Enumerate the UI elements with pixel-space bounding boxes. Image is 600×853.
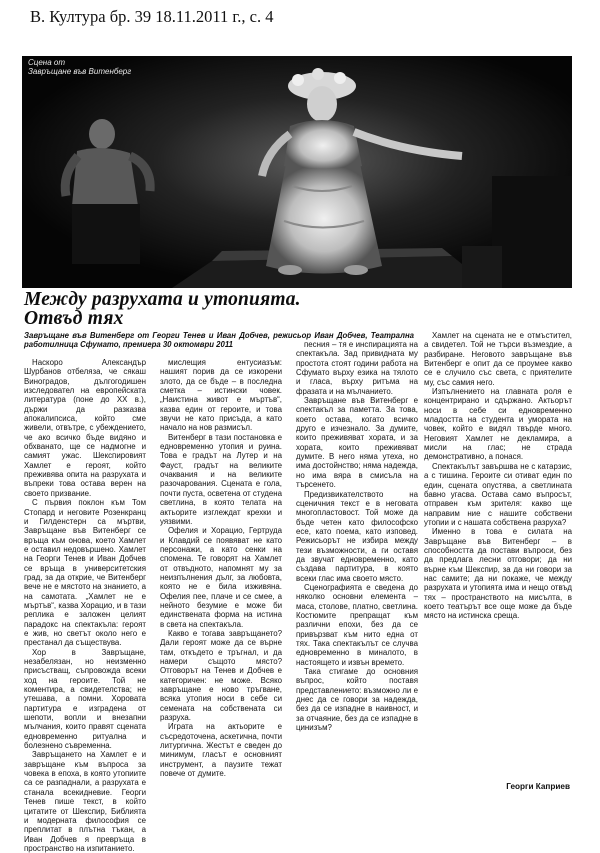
stage-photo [22,56,572,288]
paragraph: Така стигаме до основния въпрос, който поставя представлението: възможно ли е днес да се говори за надежда, без да се изпадне в наивност, и за отчаяние, без да се изпадне в цинизъм? [296,667,418,733]
photo-caption [28,58,131,76]
paragraph: Какво е тогава завръщането? Дали героят може да се върне там, откъдето е тръгнал, и да намери същото място? Отговорът на Тенев и Добчев е категоричен: не може. Всяко завръщане е ново тръгване, всяка утопия носи в себе си семената на собствената си разруха. [160,628,282,723]
article-column-4 [424,331,572,779]
article-lead: Завръщане във Витенберг от Георги Тенев и Иван Добчев, режисьор Иван Добчев, Театрална работилница Сфумато, премиера 30 октомври 2011 [24,331,414,350]
article-column-2 [160,358,282,796]
headline-line-2: Отвъд тях [24,308,124,329]
paragraph: С първия поклон към Том Стопард и неговите Розенкранц и Гилденстерн са мъртви, Завръщане във Витенберг се връща към онова, което Хамлет е оставил недовършено. Хамлет на Георги Тенев и Иван Добчев се връща в университетския град, за да открие, че Витенберг вече не е мястото на знанието, а на самотата. „Хамлет не е мъртъв“, казва Хорацио, и в тази реплика е заложен целият парадокс на спектакъла: героят е жив, но светът около него е престанал да съществува. [24,498,146,648]
paragraph: песния – тя е инспирацията на спектакъла. Зад привидната му простота стоят години работа на Сфумато върху езика на тялото и гласа, върху ритъма на фразата и на мълчанието. [296,340,418,396]
paragraph: Витенберг в тази постановка е едновременно утопия и руина. Това е градът на Лутер и на Фауст, градът на великите очаквания и на великите разочарования. Сцената е гола, почти пуста, осветена от студена светлина, в която телата на актьорите изглеждат крехки и уязвими. [160,432,282,526]
paragraph: Именно в това е силата на Завръщане във Витенберг – в способността да постави въпроси, без да предлага лесни отговори; да ни върне към Шекспир, за да ни говори за нас самите; да ни покаже, че между разрухата и утопията има и нещо отвъд тях – пространството на мисълта, в което театърът все още може да бъде място на истинска среща. [424,527,572,621]
headline-line-1: Между разрухата и утопията. [24,289,301,310]
paragraph: Предизвикателството на сценичния текст е в неговата многопластовост. Той може да бъде четен като философско есе, като поема, като изповед. Режисьорът не избира между тези възможности, а ги оставя да звучат едновременно, като създава партитура, в която всеки глас има своето място. [296,489,418,583]
paragraph: Изпълнението на главната роля е концентрирано и сдържано. Актьорът носи в себе си едновременно младостта на студента и умората на човек, който е видял твърде много. Неговият Хамлет не декламира, а мисли на глас; не страда демонстративно, а понася. [424,387,572,462]
paragraph: Наскоро Александър Шурбанов отбеляза, че сякаш Виноградов, дългогодишен изследовател на европейската литература (поне до ХХ в.), държи да разказва апокалипсиса, който сме живели, отвътре, с убеждението, че ако всичко бъде видяно и обхванато, ще се надмогне и самият ужас. Шекспировият Хамлет е героят, който преживява опита на разрухата и въпреки това остава верен на своето призвание. [24,358,146,498]
paragraph: Спектакълът завършва не с катарзис, а с тишина. Героите си отиват един по един, сцената опустява, а светлината бавно угасва. Остава само въпросът, отправен към зрителя: какво ще направим ние с нашите собствени утопии и с нашата собствена разруха? [424,461,572,527]
stage-photo-illustration [22,56,572,288]
paragraph: Сценографията е сведена до няколко основни елемента – маса, столове, платно, светлина. Костюмите препращат към различни епохи, без да се привързват към нито една от тях. Така спектакълът се случва едновременно в миналото, в настоящето и извън времето. [296,582,418,667]
photo-caption-line: Сцена от [28,58,65,67]
paragraph: Офелия и Хорацио, Гертруда и Клавдий се появяват не като персонажи, а като сенки на спомена. Те говорят на Хамлет от отвъдното, напомнят му за неизпълнения дълг, за любовта, която не е била изживяна. Офелия пее, плаче и се смее, а нейното безумие е може би единствената форма на истина в света на спектакъла. [160,526,282,629]
newspaper-source-line: В. Култура бр. 39 18.11.2011 г., с. 4 [30,7,274,26]
photo-caption-title: Завръщане във Витенберг [28,67,132,76]
paragraph: Завръщане във Витенберг е спектакъл за паметта. За това, което остава, когато всичко друго е изчезнало. За думите, които преживяват хората, и за хората, които преживяват думите. В него няма утеха, но има достойнство; няма надежда, но има вяра в смисъла на търсенето. [296,396,418,490]
paragraph: Хор в Завръщане, незабелязан, но неизменно присъстващ, съпровожда всеки ход на героите. Той не коментира, а свидетелства; не утешава, а помни. Хоровата партитура е изградена от шепоти, вопли и внезапни мълчания, които правят сцената едновременно ритуална и болезнено съвременна. [24,647,146,751]
article-author: Георги Каприев [506,782,570,791]
article-column-3 [296,340,418,768]
article-column-1 [24,358,146,853]
article-headline [24,290,584,328]
paragraph: Хамлет на сцената не е отмъстител, а свидетел. Той не търси възмездие, а разбиране. Неговото завръщане във Витенберг е опит да се проумее какво се е случило със света, с приятелите му, със самия него. [424,331,572,387]
paragraph: Играта на актьорите е съсредоточена, аскетична, почти литургична. Жестът е сведен до минимум, гласът е основният инструмент, а паузите тежат повече от думите. [160,722,282,779]
paragraph: Завръщането на Хамлет е и завръщане към въпроса за човека в епоха, в която утопиите са се разпаднали, а разрухата е станала всекидневие. Георги Тенев пише текст, в който цитатите от Шекспир, Библията и модерната философия се преплитат в плътна тъкан, а Иван Добчев я превръща в пространство на изпитанието. [24,750,146,853]
paragraph: мислещия ентусиазъм: нашият порив да се изкорени злото, да се бъде – в последна сметка – истински човек. „Наистина живот е мъртъв“, казва един от героите, и това звучи не като присъда, а като начало на нов размисъл. [160,358,282,433]
